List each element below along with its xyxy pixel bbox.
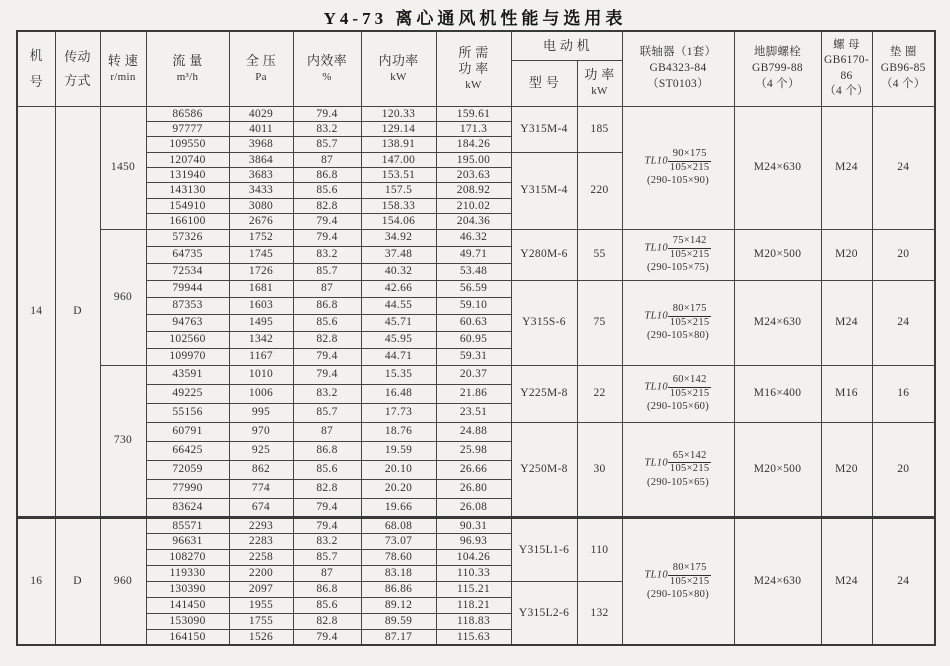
cell-efficiency: 79.4 — [293, 229, 361, 246]
coupling-note: (290-105×80) — [646, 589, 709, 601]
cell-coupling — [622, 365, 734, 422]
cell-efficiency: 87 — [293, 565, 361, 581]
cell-internal-power: 147.00 — [361, 152, 436, 167]
cell-pressure: 3683 — [229, 168, 293, 183]
cell-pressure: 1726 — [229, 263, 293, 280]
coupling-fraction — [668, 148, 712, 174]
cell-pressure: 1526 — [229, 629, 293, 645]
coupling-note: (290-105×60) — [646, 401, 709, 413]
cell-drive-mode: D — [55, 106, 100, 517]
header-motor-label: 电 动 机 — [543, 37, 590, 53]
cell-flow: 72059 — [146, 460, 229, 479]
cell-required-power: 46.32 — [436, 229, 511, 246]
cell-efficiency: 87 — [293, 152, 361, 167]
cell-flow: 94763 — [146, 314, 229, 331]
cell-required-power: 53.48 — [436, 263, 511, 280]
cell-pressure: 1752 — [229, 229, 293, 246]
cell-efficiency: 79.4 — [293, 348, 361, 365]
cell-flow: 55156 — [146, 403, 229, 422]
coupling-note: (290-105×75) — [646, 262, 709, 274]
cell-efficiency: 85.6 — [293, 597, 361, 613]
table-row — [17, 229, 935, 246]
cell-required-power: 104.26 — [436, 549, 511, 565]
cell-required-power: 60.95 — [436, 331, 511, 348]
cell-pressure: 2676 — [229, 214, 293, 229]
coupling-fraction-numerator: 75×142 — [668, 235, 712, 249]
cell-pressure: 3864 — [229, 152, 293, 167]
coupling-fraction-numerator: 60×142 — [668, 374, 712, 388]
cell-internal-power: 19.59 — [361, 441, 436, 460]
cell-motor-model: Y315L2-6 — [511, 581, 577, 645]
cell-required-power: 59.31 — [436, 348, 511, 365]
cell-nut: M16 — [821, 365, 872, 422]
cell-required-power: 60.63 — [436, 314, 511, 331]
cell-efficiency: 85.7 — [293, 263, 361, 280]
cell-internal-power: 68.08 — [361, 517, 436, 533]
cell-anchor-bolt: M20×500 — [734, 229, 821, 280]
table-row — [17, 365, 935, 384]
cell-efficiency: 86.8 — [293, 297, 361, 314]
header-required-power-unit: kW — [465, 79, 482, 92]
cell-efficiency: 79.4 — [293, 498, 361, 517]
cell-required-power: 184.26 — [436, 137, 511, 152]
header-coupling-std: GB4323-84 — [649, 61, 707, 74]
header-anchor-bolt — [734, 31, 821, 106]
cell-internal-power: 37.48 — [361, 246, 436, 263]
coupling-prefix: TL10 — [644, 456, 668, 468]
header-flow-unit: m³/h — [176, 71, 199, 83]
cell-internal-power: 40.32 — [361, 263, 436, 280]
cell-washer: 16 — [872, 365, 935, 422]
cell-speed: 730 — [100, 365, 146, 517]
cell-pressure: 1010 — [229, 365, 293, 384]
cell-required-power: 159.61 — [436, 106, 511, 121]
cell-flow: 79944 — [146, 280, 229, 297]
cell-internal-power: 86.86 — [361, 581, 436, 597]
header-anchor-note: （4 个） — [755, 77, 800, 90]
cell-efficiency: 86.8 — [293, 581, 361, 597]
header-pressure-label: 全 压 — [245, 52, 277, 68]
cell-coupling — [622, 106, 734, 229]
cell-internal-power: 153.51 — [361, 168, 436, 183]
coupling-prefix: TL10 — [644, 569, 668, 581]
cell-required-power: 90.31 — [436, 517, 511, 533]
cell-flow: 64735 — [146, 246, 229, 263]
header-nut-note: （4 个） — [824, 85, 869, 98]
coupling-fraction — [668, 374, 712, 400]
cell-machine-no: 14 — [17, 106, 55, 517]
cell-internal-power: 73.07 — [361, 533, 436, 549]
cell-pressure: 774 — [229, 479, 293, 498]
coupling-fraction-denominator: 105×215 — [669, 161, 710, 173]
cell-speed: 1450 — [100, 106, 146, 229]
cell-flow: 72534 — [146, 263, 229, 280]
cell-efficiency: 82.8 — [293, 613, 361, 629]
cell-required-power: 26.66 — [436, 460, 511, 479]
cell-anchor-bolt: M20×500 — [734, 422, 821, 517]
header-motor-power-unit: kW — [591, 85, 608, 98]
header-drive-label: 传动方式 — [64, 49, 91, 88]
cell-motor-model: Y280M-6 — [511, 229, 577, 280]
cell-coupling — [622, 229, 734, 280]
cell-pressure: 1167 — [229, 348, 293, 365]
coupling-fraction-numerator: 65×142 — [668, 450, 712, 464]
cell-efficiency: 79.4 — [293, 517, 361, 533]
cell-pressure: 970 — [229, 422, 293, 441]
cell-motor-model: Y315L1-6 — [511, 517, 577, 581]
header-nut-std: GB6170-86 — [824, 54, 869, 82]
header-machine-no-label: 机号 — [29, 47, 43, 89]
cell-required-power: 24.88 — [436, 422, 511, 441]
cell-pressure: 1681 — [229, 280, 293, 297]
cell-coupling — [622, 422, 734, 517]
cell-anchor-bolt: M24×630 — [734, 280, 821, 365]
cell-efficiency: 85.6 — [293, 460, 361, 479]
coupling-fraction-denominator: 105×215 — [669, 463, 710, 475]
coupling-prefix: TL10 — [644, 310, 668, 322]
coupling-note: (290-105×90) — [646, 175, 709, 187]
cell-pressure: 2097 — [229, 581, 293, 597]
coupling-fraction — [668, 235, 712, 261]
header-washer-std: GB96-85 — [880, 61, 926, 74]
cell-pressure: 1342 — [229, 331, 293, 348]
cell-drive-mode: D — [55, 517, 100, 645]
cell-efficiency: 82.8 — [293, 198, 361, 213]
page-title: Y4-73 离心通风机性能与选用表 — [323, 9, 627, 28]
cell-internal-power: 154.06 — [361, 214, 436, 229]
coupling-fraction — [668, 562, 712, 588]
cell-internal-power: 34.92 — [361, 229, 436, 246]
header-efficiency-unit: % — [322, 71, 332, 83]
cell-machine-no: 16 — [17, 517, 55, 645]
cell-nut: M24 — [821, 280, 872, 365]
cell-motor-power: 132 — [577, 581, 622, 645]
header-drive — [55, 31, 100, 106]
cell-pressure: 1755 — [229, 613, 293, 629]
cell-internal-power: 138.91 — [361, 137, 436, 152]
cell-internal-power: 19.66 — [361, 498, 436, 517]
cell-internal-power: 158.33 — [361, 198, 436, 213]
header-motor-model-label: 型 号 — [528, 74, 560, 90]
cell-internal-power: 157.5 — [361, 183, 436, 198]
cell-flow: 86586 — [146, 106, 229, 121]
cell-required-power: 115.21 — [436, 581, 511, 597]
cell-required-power: 208.92 — [436, 183, 511, 198]
cell-flow: 77990 — [146, 479, 229, 498]
cell-internal-power: 87.17 — [361, 629, 436, 645]
cell-flow: 49225 — [146, 384, 229, 403]
header-flow — [146, 31, 229, 106]
cell-nut: M20 — [821, 422, 872, 517]
cell-flow: 119330 — [146, 565, 229, 581]
cell-required-power: 203.63 — [436, 168, 511, 183]
cell-efficiency: 85.7 — [293, 137, 361, 152]
cell-internal-power: 89.12 — [361, 597, 436, 613]
header-row-1 — [17, 31, 935, 60]
cell-efficiency: 83.2 — [293, 384, 361, 403]
cell-internal-power: 20.20 — [361, 479, 436, 498]
table-row — [17, 280, 935, 297]
cell-internal-power: 129.14 — [361, 121, 436, 136]
cell-pressure: 1006 — [229, 384, 293, 403]
cell-pressure: 4029 — [229, 106, 293, 121]
cell-motor-model: Y315M-4 — [511, 152, 577, 229]
header-pressure-unit: Pa — [255, 71, 267, 83]
cell-motor-power: 75 — [577, 280, 622, 365]
cell-flow: 57326 — [146, 229, 229, 246]
header-required-power-label2: 功 率 — [458, 60, 489, 76]
cell-internal-power: 18.76 — [361, 422, 436, 441]
header-anchor-label: 地脚螺栓 — [753, 46, 802, 59]
cell-required-power: 25.98 — [436, 441, 511, 460]
header-speed-unit: r/min — [110, 71, 136, 83]
cell-motor-model: Y315S-6 — [511, 280, 577, 365]
table-row — [17, 517, 935, 533]
cell-pressure: 3433 — [229, 183, 293, 198]
cell-motor-power: 30 — [577, 422, 622, 517]
coupling-fraction-denominator: 105×215 — [669, 387, 710, 399]
cell-efficiency: 86.8 — [293, 168, 361, 183]
header-coupling — [622, 31, 734, 106]
coupling-fraction-numerator: 80×175 — [668, 562, 712, 576]
header-efficiency — [293, 31, 361, 106]
cell-motor-power: 55 — [577, 229, 622, 280]
cell-pressure: 925 — [229, 441, 293, 460]
cell-internal-power: 78.60 — [361, 549, 436, 565]
cell-flow: 153090 — [146, 613, 229, 629]
cell-pressure: 1603 — [229, 297, 293, 314]
cell-motor-model: Y225M-8 — [511, 365, 577, 422]
header-motor — [511, 31, 622, 60]
cell-flow: 87353 — [146, 297, 229, 314]
header-machine-no — [17, 31, 55, 106]
cell-efficiency: 85.7 — [293, 403, 361, 422]
cell-anchor-bolt: M24×630 — [734, 517, 821, 645]
cell-washer: 24 — [872, 517, 935, 645]
cell-required-power: 171.3 — [436, 121, 511, 136]
cell-efficiency: 85.6 — [293, 314, 361, 331]
header-washer-note: （4 个） — [880, 77, 926, 90]
cell-washer: 24 — [872, 106, 935, 229]
cell-required-power: 204.36 — [436, 214, 511, 229]
header-washer — [872, 31, 935, 106]
cell-speed: 960 — [100, 517, 146, 645]
cell-flow: 164150 — [146, 629, 229, 645]
cell-flow: 154910 — [146, 198, 229, 213]
coupling-prefix: TL10 — [644, 242, 668, 254]
cell-motor-power: 22 — [577, 365, 622, 422]
cell-pressure: 1955 — [229, 597, 293, 613]
cell-internal-power: 45.71 — [361, 314, 436, 331]
cell-internal-power: 89.59 — [361, 613, 436, 629]
coupling-fraction-numerator: 90×175 — [668, 148, 712, 162]
header-coupling-label: 联轴器（1套） — [639, 46, 717, 59]
cell-efficiency: 79.4 — [293, 629, 361, 645]
cell-pressure: 3968 — [229, 137, 293, 152]
header-required-power-label1: 所 需 — [458, 44, 489, 60]
header-pressure — [229, 31, 293, 106]
cell-required-power: 118.21 — [436, 597, 511, 613]
cell-internal-power: 120.33 — [361, 106, 436, 121]
cell-pressure: 4011 — [229, 121, 293, 136]
cell-washer: 20 — [872, 422, 935, 517]
header-nut — [821, 31, 872, 106]
cell-coupling — [622, 517, 734, 645]
cell-motor-model: Y250M-8 — [511, 422, 577, 517]
cell-required-power: 23.51 — [436, 403, 511, 422]
cell-coupling — [622, 280, 734, 365]
cell-anchor-bolt: M24×630 — [734, 106, 821, 229]
cell-pressure: 862 — [229, 460, 293, 479]
cell-flow: 131940 — [146, 168, 229, 183]
cell-internal-power: 44.55 — [361, 297, 436, 314]
cell-pressure: 1495 — [229, 314, 293, 331]
cell-efficiency: 79.4 — [293, 214, 361, 229]
cell-required-power: 59.10 — [436, 297, 511, 314]
cell-required-power: 96.93 — [436, 533, 511, 549]
header-anchor-std: GB799-88 — [752, 61, 803, 74]
cell-efficiency: 85.7 — [293, 549, 361, 565]
cell-motor-power: 110 — [577, 517, 622, 581]
cell-required-power: 21.86 — [436, 384, 511, 403]
header-internal-power-label: 内功率 — [378, 52, 419, 68]
header-flow-label: 流 量 — [172, 52, 203, 68]
cell-required-power: 110.33 — [436, 565, 511, 581]
cell-pressure: 2200 — [229, 565, 293, 581]
cell-washer: 24 — [872, 280, 935, 365]
cell-motor-power: 220 — [577, 152, 622, 229]
cell-flow: 83624 — [146, 498, 229, 517]
header-internal-power-unit: kW — [390, 71, 407, 83]
cell-flow: 85571 — [146, 517, 229, 533]
cell-pressure: 674 — [229, 498, 293, 517]
cell-flow: 120740 — [146, 152, 229, 167]
cell-internal-power: 44.71 — [361, 348, 436, 365]
cell-flow: 141450 — [146, 597, 229, 613]
cell-required-power: 20.37 — [436, 365, 511, 384]
header-motor-power-label: 功 率 — [584, 67, 615, 82]
cell-flow: 109550 — [146, 137, 229, 152]
cell-required-power: 26.08 — [436, 498, 511, 517]
cell-motor-power: 185 — [577, 106, 622, 152]
cell-required-power: 26.80 — [436, 479, 511, 498]
cell-pressure: 2283 — [229, 533, 293, 549]
header-nut-label: 螺 母 — [833, 38, 860, 51]
cell-washer: 20 — [872, 229, 935, 280]
cell-efficiency: 85.6 — [293, 183, 361, 198]
cell-required-power: 56.59 — [436, 280, 511, 297]
cell-required-power: 118.83 — [436, 613, 511, 629]
coupling-fraction-denominator: 105×215 — [669, 316, 710, 328]
cell-internal-power: 42.66 — [361, 280, 436, 297]
cell-required-power: 210.02 — [436, 198, 511, 213]
header-motor-model — [511, 60, 577, 106]
cell-internal-power: 20.10 — [361, 460, 436, 479]
cell-flow: 97777 — [146, 121, 229, 136]
cell-internal-power: 45.95 — [361, 331, 436, 348]
cell-flow: 60791 — [146, 422, 229, 441]
table-row — [17, 106, 935, 121]
coupling-fraction-denominator: 105×215 — [669, 248, 710, 260]
coupling-prefix: TL10 — [644, 381, 668, 393]
cell-efficiency: 82.8 — [293, 479, 361, 498]
cell-pressure: 2293 — [229, 517, 293, 533]
header-required-power — [436, 31, 511, 106]
cell-internal-power: 15.35 — [361, 365, 436, 384]
header-efficiency-label: 内效率 — [307, 52, 347, 68]
cell-internal-power: 17.73 — [361, 403, 436, 422]
cell-efficiency: 83.2 — [293, 121, 361, 136]
cell-internal-power: 83.18 — [361, 565, 436, 581]
cell-pressure: 995 — [229, 403, 293, 422]
cell-required-power: 49.71 — [436, 246, 511, 263]
coupling-fraction — [668, 303, 712, 329]
cell-nut: M24 — [821, 517, 872, 645]
cell-flow: 109970 — [146, 348, 229, 365]
cell-flow: 166100 — [146, 214, 229, 229]
cell-efficiency: 79.4 — [293, 106, 361, 121]
cell-speed: 960 — [100, 229, 146, 365]
cell-efficiency: 79.4 — [293, 365, 361, 384]
coupling-note: (290-105×65) — [646, 476, 709, 488]
cell-flow: 102560 — [146, 331, 229, 348]
coupling-fraction — [668, 450, 712, 476]
cell-efficiency: 83.2 — [293, 246, 361, 263]
coupling-prefix: TL10 — [644, 155, 668, 167]
cell-efficiency: 82.8 — [293, 331, 361, 348]
cell-nut: M24 — [821, 106, 872, 229]
header-coupling-note: （ST0103） — [647, 77, 709, 90]
cell-efficiency: 87 — [293, 280, 361, 297]
cell-flow: 108270 — [146, 549, 229, 565]
cell-pressure: 2258 — [229, 549, 293, 565]
cell-required-power: 115.63 — [436, 629, 511, 645]
cell-flow: 96631 — [146, 533, 229, 549]
cell-flow: 66425 — [146, 441, 229, 460]
cell-efficiency: 83.2 — [293, 533, 361, 549]
header-motor-power — [577, 60, 622, 106]
cell-flow: 143130 — [146, 183, 229, 198]
header-internal-power — [361, 31, 436, 106]
cell-internal-power: 16.48 — [361, 384, 436, 403]
coupling-fraction-numerator: 80×175 — [668, 303, 712, 317]
header-washer-label: 垫 圈 — [889, 46, 917, 59]
header-speed — [100, 31, 146, 106]
cell-nut: M20 — [821, 229, 872, 280]
fan-performance-table — [16, 30, 936, 646]
cell-pressure: 1745 — [229, 246, 293, 263]
cell-flow: 130390 — [146, 581, 229, 597]
cell-pressure: 3080 — [229, 198, 293, 213]
cell-efficiency: 87 — [293, 422, 361, 441]
cell-flow: 43591 — [146, 365, 229, 384]
coupling-fraction-denominator: 105×215 — [669, 575, 710, 587]
cell-efficiency: 86.8 — [293, 441, 361, 460]
header-speed-label: 转 速 — [107, 52, 139, 68]
cell-required-power: 195.00 — [436, 152, 511, 167]
cell-motor-model: Y315M-4 — [511, 106, 577, 152]
cell-anchor-bolt: M16×400 — [734, 365, 821, 422]
coupling-note: (290-105×80) — [646, 330, 709, 342]
table-row — [17, 422, 935, 441]
